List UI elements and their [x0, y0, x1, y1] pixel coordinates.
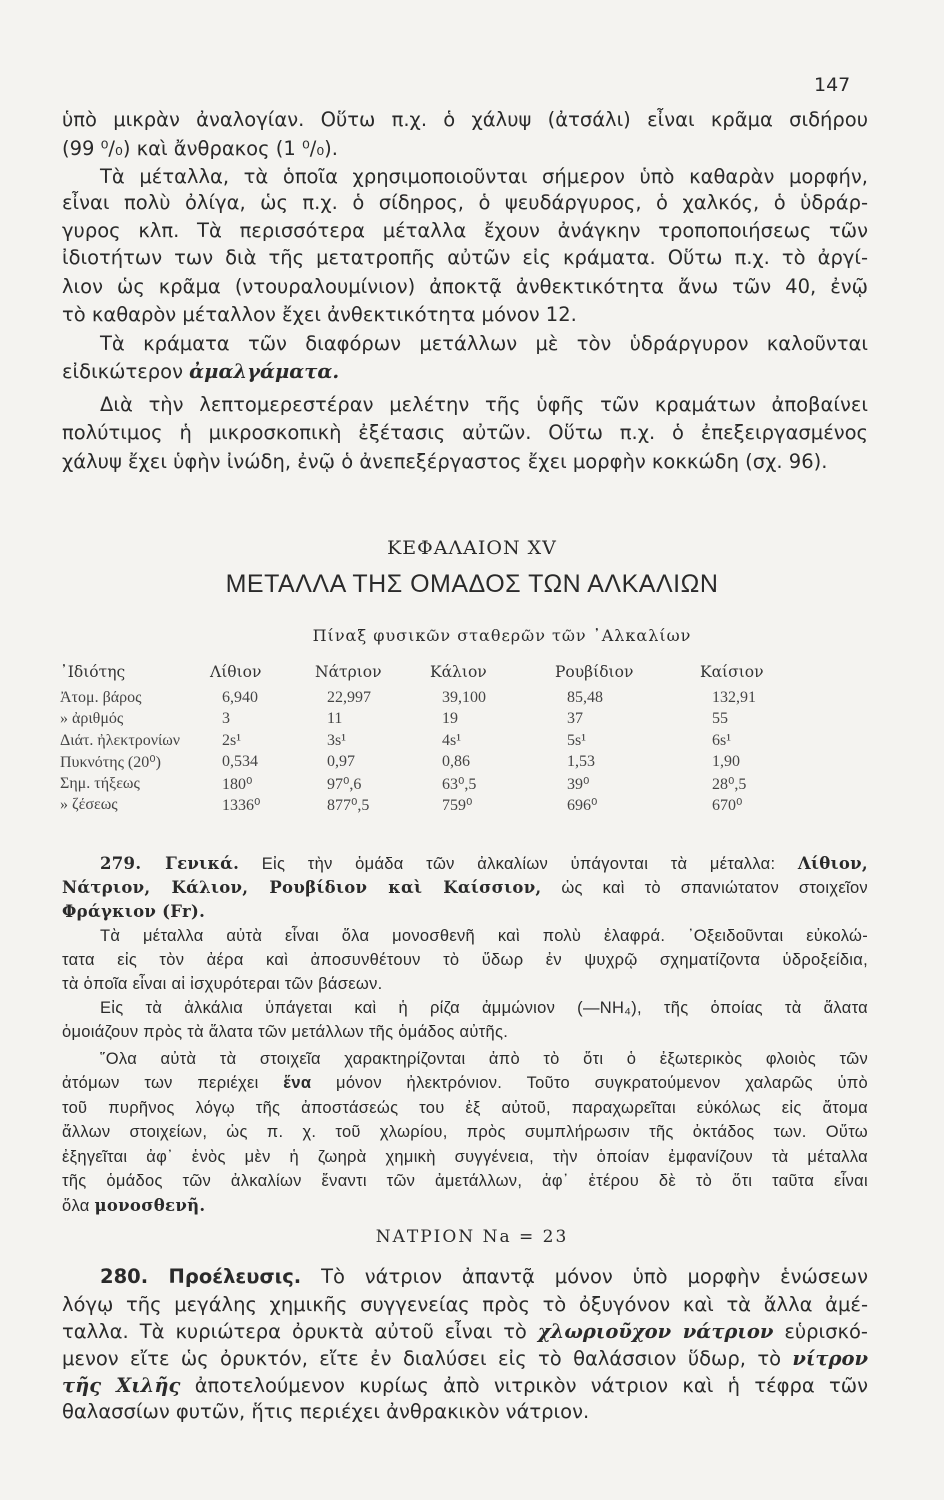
- text-segment: ὡς καὶ τὸ σπανιώτατον στοιχεῖον: [541, 879, 868, 897]
- table-cell: 28⁰,5: [712, 775, 747, 793]
- text-line: [62, 1320, 868, 1343]
- table-cell: 11: [327, 710, 343, 728]
- table-cell: 2s¹: [222, 731, 242, 749]
- text-segment: εἶναι πολὺ ὀλίγα, ὡς π.χ. ὁ σίδηρος, ὁ ψευδάργυρος, ὁ χαλκός, ὁ ὑδράρ-: [62, 191, 868, 214]
- table-cell: 180⁰: [222, 775, 253, 793]
- text-line: [62, 902, 868, 922]
- text-line: [62, 975, 868, 994]
- text-segment: 279. Γενικά.: [100, 854, 240, 873]
- text-line: [62, 1400, 868, 1423]
- table-row: [60, 709, 820, 731]
- text-segment: ἐξηγεῖται ἀφ᾿ ἑνὸς μὲν ἡ ζωηρὰ χημικὴ συγγένεια, τὴν ὁποίαν ἐμφανίζουν τὰ μέταλλα: [62, 1148, 868, 1166]
- text-line: [62, 360, 868, 383]
- text-segment: μόνον ἠλεκτρόνιον. Τοῦτο συγκρατούμενον χαλαρῶς ὑπὸ: [311, 1074, 868, 1092]
- table-cell: 759⁰: [442, 797, 473, 815]
- text-line: [62, 137, 868, 160]
- row-label: Ἀτομ. βάρος: [60, 688, 142, 706]
- text-segment: ἀποτελούμενον κυρίως ἀπὸ νιτρικὸν νάτριον καὶ ἡ τέφρα τῶν: [180, 1374, 868, 1397]
- text-line: [62, 108, 868, 131]
- row-label: Σημ. τήξεως: [60, 774, 140, 792]
- text-line: [62, 1347, 868, 1370]
- table-cell: 696⁰: [567, 797, 598, 815]
- text-segment: εὑρισκό-: [773, 1320, 868, 1343]
- text-segment: (99 ⁰/₀) καὶ ἄνθρακος (1 ⁰/₀).: [62, 137, 338, 160]
- text-segment: Τὰ κράματα τῶν διαφόρων μετάλλων μὲ τὸν ὑδράργυρον καλοῦνται: [100, 332, 868, 355]
- table-cell: 132,91: [712, 688, 756, 706]
- text-segment: ῞Ολα αὐτὰ τὰ στοιχεῖα χαρακτηρίζονται ἀπὸ τὸ ὅτι ὁ ἐξωτερικὸς φλοιὸς τῶν: [100, 1050, 868, 1068]
- text-line: [100, 1050, 868, 1070]
- text-segment: Τὰ μέταλλα, τὰ ὁποῖα χρησιμοποιοῦνται σήμερον ὑπὸ καθαρὰν μορφήν,: [100, 165, 868, 188]
- text-line: [62, 1123, 868, 1143]
- text-segment: γυρος κλπ. Τὰ περισσότερα μέταλλα ἔχουν ἀνάγκην τροποποιήσεως τῶν: [62, 219, 868, 242]
- text-line: [62, 219, 868, 242]
- text-line: [62, 1196, 868, 1216]
- text-segment: τατα εἰς τὸν ἀέρα καὶ ἀποσυνθέτουν τὸ ὕδωρ ἐν ψυχρῷ σχηματίζοντα ὑδροξείδια,: [62, 951, 868, 969]
- text-segment: ὑπὸ μικρὰν ἀναλογίαν. Οὕτω π.χ. ὁ χάλυψ (ἀτσάλι) εἶναι κρᾶμα σιδήρου: [62, 108, 868, 131]
- table-header-row: [60, 657, 820, 687]
- table-row: [60, 795, 820, 817]
- text-segment: 280. Προέλευσις.: [100, 1265, 302, 1288]
- table-cell: 4s¹: [442, 731, 462, 749]
- text-segment: θαλασσίων φυτῶν, ἥτις περιέχει ἀνθρακικὸν νάτριον.: [62, 1400, 590, 1423]
- text-segment: ἀμαλγάματα.: [189, 360, 340, 383]
- text-segment: ἀτόμων των περιέχει: [62, 1074, 284, 1092]
- table-cell: 39,100: [442, 688, 486, 706]
- table-cell: 37: [567, 710, 583, 728]
- column-header: Κάλιον: [430, 663, 487, 681]
- text-line: [100, 165, 868, 188]
- text-segment: ὅλα: [62, 1197, 95, 1215]
- row-label: » ζέσεως: [60, 796, 118, 814]
- text-segment: πολύτιμος ἡ μικροσκοπικὴ ἐξέτασις αὐτῶν. Οὕτω π.χ. ὁ ἐπεξειργασμένος: [62, 421, 868, 444]
- text-line: [100, 393, 868, 416]
- text-line: [100, 1265, 868, 1288]
- table-cell: 6,940: [222, 688, 258, 706]
- text-segment: ὁμοιάζουν πρὸς τὰ ἅλατα τῶν μετάλλων τῆς ὁμάδος αὐτῆς.: [62, 1023, 509, 1041]
- page-number: 147: [814, 74, 851, 96]
- text-line: [62, 1023, 868, 1042]
- text-segment: Λίθιον,: [797, 854, 868, 873]
- text-line: [62, 191, 868, 214]
- column-header: Λίθιον: [210, 663, 262, 681]
- table-cell: 3s¹: [327, 731, 347, 749]
- table-cell: 55: [712, 710, 728, 728]
- text-line: [62, 1148, 868, 1168]
- table-cell: 0,86: [442, 753, 470, 771]
- table-cell: 0,534: [222, 753, 258, 771]
- table-cell: 19: [442, 710, 458, 728]
- table-cell: 5s¹: [567, 731, 587, 749]
- text-segment: τῆς Χιλῆς: [62, 1374, 181, 1397]
- column-header: Νάτριον: [315, 663, 382, 681]
- text-line: [62, 951, 868, 971]
- table-cell: 1,53: [567, 753, 595, 771]
- text-segment: ἰδιοτήτων των διὰ τῆς μετατροπῆς αὐτῶν εἰς κράματα. Οὕτω π.χ. τὸ ἀργί-: [62, 246, 868, 269]
- text-line: [62, 1374, 868, 1397]
- text-line: [100, 927, 868, 947]
- text-segment: χλωριοῦχον νάτριον: [537, 1320, 774, 1343]
- text-line: [62, 1099, 868, 1119]
- row-label: Πυκνότης (20⁰): [60, 754, 161, 772]
- table-cell: 1,90: [712, 753, 740, 771]
- table-cell: 6s¹: [712, 731, 732, 749]
- table-caption: Πίναξ φυσικῶν σταθερῶν τῶν ᾿Αλκαλίων: [312, 626, 692, 645]
- text-line: [62, 275, 868, 298]
- text-segment: Νάτριον, Κάλιον, Ρουβίδιον καὶ Καίσσιον,: [62, 878, 542, 897]
- text-line: [62, 421, 868, 444]
- table-cell: 97⁰,6: [327, 775, 362, 793]
- text-segment: Τὰ μέταλλα αὐτὰ εἶναι ὅλα μονοσθενῆ καὶ πολὺ ἐλαφρά. ᾿Οξειδοῦνται εὐκολώ-: [100, 927, 868, 945]
- column-header: Καίσιον: [700, 663, 764, 681]
- text-line: [62, 1074, 868, 1094]
- text-line: [62, 878, 868, 898]
- text-segment: τὸ καθαρὸν μέταλλον ἔχει ἀνθεκτικότητα μόνον 12.: [62, 303, 577, 326]
- alkali-constants-table: [60, 657, 820, 816]
- table-cell: 63⁰,5: [442, 775, 477, 793]
- text-segment: Διὰ τὴν λεπτομερεστέραν μελέτην τῆς ὑφῆς τῶν κραμάτων ἀποβαίνει: [100, 393, 868, 416]
- text-segment: εἰδικώτερον: [62, 360, 190, 383]
- text-line: [62, 1293, 868, 1316]
- column-header: ᾿Ιδιότης: [60, 663, 126, 681]
- text-segment: λόγῳ τῆς μεγάλης χημικῆς συγγενείας πρὸς τὸ ὀξυγόνον καὶ τὰ ἄλλα ἀμέ-: [62, 1293, 868, 1316]
- text-segment: μονοσθενῆ.: [94, 1196, 206, 1215]
- text-line: [100, 332, 868, 355]
- text-line: [100, 999, 868, 1019]
- table-cell: 1336⁰: [222, 797, 261, 815]
- text-line: [62, 246, 868, 269]
- text-segment: τοῦ πυρῆνος λόγῳ τῆς ἀποστάσεώς του ἐξ αὐτοῦ, παραχωρεῖται εὐκόλως εἰς ἄτομα: [62, 1099, 868, 1117]
- chapter-title: ΜΕΤΑΛΛΑ ΤΗΣ ΟΜΑΔΟΣ ΤΩΝ ΑΛΚΑΛΙΩΝ: [225, 570, 719, 598]
- text-segment: Φράγκιον (Fr).: [62, 902, 206, 921]
- text-segment: ἕνα: [283, 1074, 312, 1092]
- text-line: [62, 450, 868, 473]
- table-row: [60, 752, 820, 774]
- chapter-label: ΚΕΦΑΛΑΙΟΝ XV: [387, 537, 557, 559]
- table-cell: 22,997: [327, 688, 371, 706]
- text-segment: τὰ ὁποῖα εἶναι αἱ ἰσχυρότεραι τῶν βάσεων.: [62, 975, 383, 993]
- table-row: [60, 773, 820, 795]
- text-segment: λιον ὡς κρᾶμα (ντουραλουμίνιον) ἀποκτᾷ ἀνθεκτικότητα ἄνω τῶν 40, ἐνῷ: [62, 275, 868, 298]
- text-line: [100, 854, 868, 874]
- text-segment: Εἰς τὴν ὁμάδα τῶν ἀλκαλίων ὑπάγονται τὰ μέταλλα:: [239, 855, 798, 873]
- table-row: [60, 730, 820, 752]
- column-header: Ρουβίδιον: [555, 663, 634, 681]
- text-segment: ταλλα. Τὰ κυριώτερα ὀρυκτὰ αὐτοῦ εἶναι τὸ: [62, 1320, 538, 1343]
- table-cell: 39⁰: [567, 775, 590, 793]
- table-cell: 85,48: [567, 688, 603, 706]
- text-segment: χάλυψ ἔχει ὑφὴν ἰνώδη, ἐνῷ ὁ ἀνεπεξέργαστος ἔχει μορφὴν κοκκώδη (σχ. 96).: [62, 450, 828, 473]
- text-segment: μενον εἴτε ὡς ὀρυκτόν, εἴτε ἐν διαλύσει εἰς τὸ θαλάσσιον ὕδωρ, τὸ: [62, 1347, 793, 1370]
- text-segment: Τὸ νάτριον ἀπαντᾷ μόνον ὑπὸ μορφὴν ἑνώσεων: [301, 1265, 869, 1288]
- row-label: Διάτ. ἠλεκτρονίων: [60, 731, 181, 749]
- text-line: [62, 303, 868, 326]
- text-line: [62, 1172, 868, 1192]
- row-label: » ἀριθμός: [60, 710, 124, 728]
- table-cell: 877⁰,5: [327, 797, 370, 815]
- table-row: [60, 687, 820, 709]
- element-heading: ΝΑΤΡΙΟΝ Na = 23: [375, 1227, 569, 1247]
- table-cell: 3: [222, 710, 230, 728]
- table-cell: 0,97: [327, 753, 355, 771]
- text-segment: τῆς ὁμάδος τῶν ἀλκαλίων ἔναντι τῶν ἀμετάλλων, ἀφ᾿ ἑτέρου δὲ τὸ ὅτι ταῦτα εἶναι: [62, 1172, 868, 1190]
- table-cell: 670⁰: [712, 797, 743, 815]
- text-segment: ἄλλων στοιχείων, ὡς π. χ. τοῦ χλωρίου, πρὸς συμπλήρωσιν τῆς ὀκτάδος των. Οὕτω: [62, 1123, 868, 1141]
- text-segment: νίτρον: [792, 1347, 868, 1370]
- text-segment: Εἰς τὰ ἀλκάλια ὑπάγεται καὶ ἡ ρίζα ἀμμώνιον (—NH₄), τῆς ὁποίας τὰ ἅλατα: [100, 999, 868, 1017]
